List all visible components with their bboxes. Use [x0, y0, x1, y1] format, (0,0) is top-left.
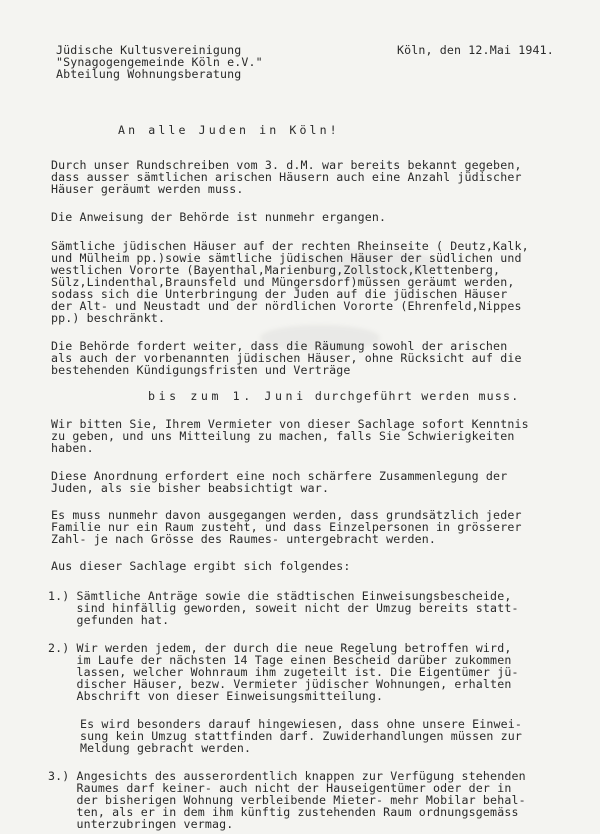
paragraph-line: Sülz,Lindenthal,Braunsfeld und Müngersdorf)müssen geräumt werden,	[51, 275, 515, 289]
deadline-rest: durchgeführt werden muss.	[314, 389, 520, 403]
list-item-line: 3.) Angesichts des ausserordentlich knappen zur Verfügung stehenden	[48, 769, 526, 783]
list-item-line: unterzubringen vermag.	[48, 817, 234, 831]
list-item-line: 1.) Sämtliche Anträge sowie die städtischen Einweisungsbescheide,	[48, 589, 512, 603]
paragraph-line: als auch der vorbenannten jüdischen Häuser, ohne Rücksicht auf die	[51, 351, 522, 365]
paragraph-line: Diese Anordnung erfordert eine noch schärfere Zusammenlegung der	[51, 469, 508, 483]
list-item-line: 2.) Wir werden jedem, der durch die neue Regelung betroffen wird,	[48, 641, 512, 655]
list-item-line: gefunden hat.	[48, 613, 170, 627]
paragraph-line: westlichen Vororte (Bayenthal,Marienburg,Zollstock,Klettenberg,	[51, 263, 501, 277]
paragraph-line: Wir bitten Sie, Ihrem Vermieter von dieser Sachlage sofort Kenntnis	[51, 417, 529, 431]
paragraph-line: Zahl- je nach Grösse des Raumes- untergebracht werden.	[51, 532, 437, 546]
list-item-line: der bisherigen Wohnung verbleibende Mieter- mehr Mobilar behal-	[48, 793, 526, 807]
paragraph-line: Familie nur ein Raum zusteht, und dass Einzelpersonen in grösserer	[51, 520, 522, 534]
list-item-note-line: sung kein Umzug stattfinden darf. Zuwiderhandlungen müssen zur	[80, 729, 523, 743]
paragraph-line: haben.	[51, 441, 94, 455]
paragraph-line: dass ausser sämtlichen arischen Häusern auch eine Anzahl jüdischer	[51, 170, 522, 184]
paragraph-line: Aus dieser Sachlage ergibt sich folgendes:	[51, 559, 351, 573]
paragraph-line: Sämtliche jüdischen Häuser auf der rechten Rheinseite ( Deutz,Kalk,	[51, 239, 529, 253]
sender-organization: Jüdische Kultusvereinigung	[56, 43, 242, 57]
list-item-note-line: Meldung gebracht werden.	[80, 741, 252, 755]
sender-congregation: "Synagogengemeinde Köln e.V."	[56, 55, 263, 69]
list-item-line: sind hinfällig geworden, soweit nicht der Umzug bereits statt-	[48, 601, 519, 615]
list-item-note-line: Es wird besonders darauf hingewiesen, dass ohne unsere Einwei-	[80, 717, 523, 731]
letter-date: Köln, den 12.Mai 1941.	[397, 43, 554, 57]
paragraph-line: Durch unser Rundschreiben vom 3. d.M. war bereits bekannt gegeben,	[51, 158, 522, 172]
paragraph-line: Juden, als sie bisher beabsichtigt war.	[51, 481, 330, 495]
paragraph-line: bestehenden Kündigungsfristen und Verträge	[51, 363, 351, 377]
paragraph-line: pp.) beschränkt.	[51, 311, 166, 325]
list-item-line: im Laufe der nächsten 14 Tage einen Bescheid darüber zukommen	[48, 653, 512, 667]
paragraph-line: der Alt- und Neustadt und der nördlichen Vororte (Ehrenfeld,Nippes	[51, 299, 522, 313]
paragraph-line: Häuser geräumt werden muss.	[51, 182, 244, 196]
paragraph-line: und Mülheim pp.)sowie sämtliche jüdischen Häuser der südlichen und	[51, 251, 522, 265]
list-item-line: Raumes darf keiner- auch nicht der Hauseigentümer oder der in	[48, 781, 512, 795]
deadline-date: bis zum 1. Juni	[148, 389, 307, 403]
paragraph-line: Die Anweisung der Behörde ist nunmehr ergangen.	[51, 210, 387, 224]
letter-heading: An alle Juden in Köln!	[118, 123, 340, 137]
deadline-line	[148, 390, 519, 403]
list-item-line: discher Häuser, bezw. Vermieter jüdischer Wohnungen, erhalten	[48, 677, 512, 691]
list-item-line: ten, als er in dem ihm künftig zustehenden Raum ordnungsgemäss	[48, 805, 519, 819]
sender-department: Abteilung Wohnungsberatung	[56, 67, 242, 81]
list-item-line: Abschrift von dieser Einweisungsmitteilung.	[48, 689, 384, 703]
paragraph-line: Es muss nunmehr davon ausgegangen werden, dass grundsätzlich jeder	[51, 508, 522, 522]
paragraph-line: Die Behörde fordert weiter, dass die Räumung sowohl der arischen	[51, 339, 508, 353]
list-item-line: lassen, welcher Wohnraum ihm zugeteilt ist. Die Eigentümer jü-	[48, 665, 519, 679]
paragraph-line: zu geben, und uns Mitteilung zu machen, falls Sie Schwierigkeiten	[51, 429, 515, 443]
paragraph-line: sodass sich die Unterbringung der Juden auf die jüdischen Häuser	[51, 287, 508, 301]
